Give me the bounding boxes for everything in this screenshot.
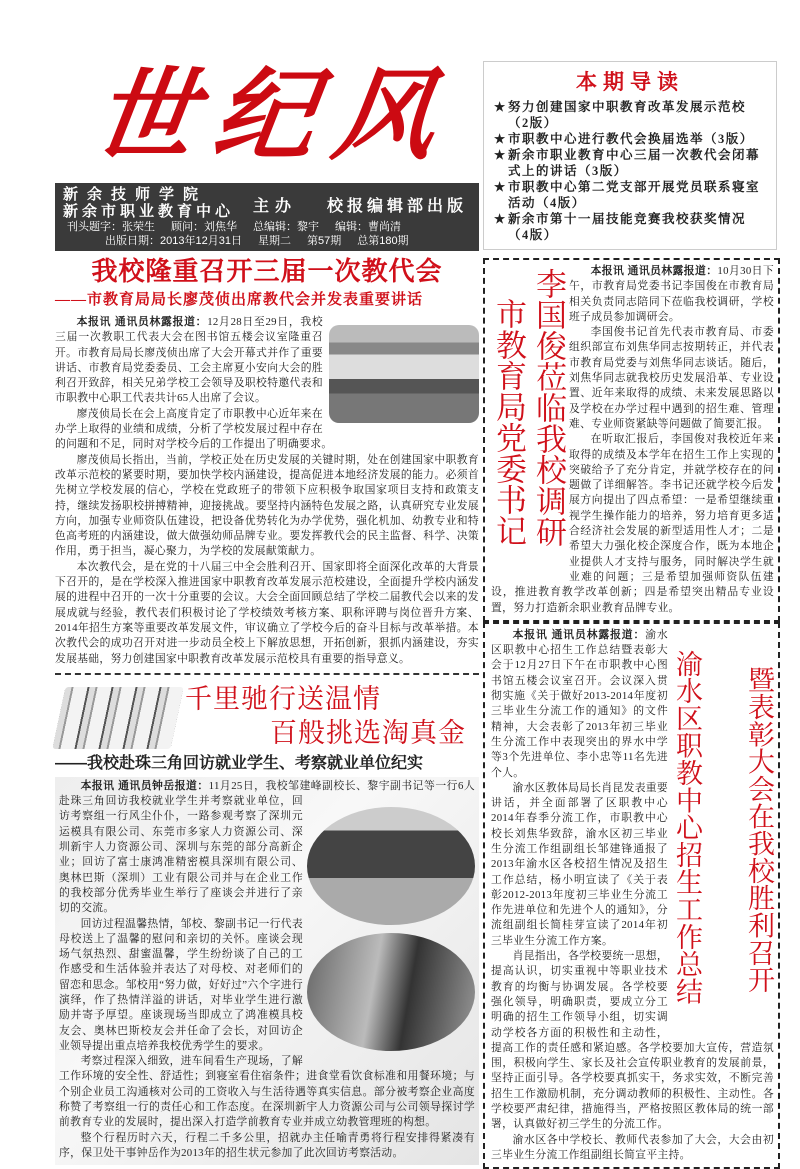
right-column [483, 61, 780, 1169]
host-name-1: 新余技师学院 [63, 186, 208, 203]
host-name-2: 新余市职业教育中心 [63, 203, 235, 220]
star-icon: ★ [494, 132, 507, 146]
article-subtitle: ——我校赴珠三角回访就业学生、考察就业单位纪实 [55, 754, 424, 772]
article-title: 我校隆重召开三届一次教代会 [91, 257, 443, 286]
meeting-photo [329, 325, 479, 423]
article-title-line1: 千里驰行送温情 [185, 683, 381, 714]
toc-item[interactable] [494, 131, 766, 147]
paragraph: 廖茂侦局长指出，当前，学校正处在历史发展的关键时期，处在创建国家中职教育改革示范校的紧要时期，要加快学校内涵建设，提高促进本地经济发展的能力。必须首先树立学校发展的信心，学校在党政班子的带领下应积极争取国家项目支持和政策支持，继续发扬职校拼搏精神，迎接挑战。要坚持内涵特色发展之路，认真研究专业发展方向，加强专业师资队伍建设，把设备优势转化为办学优势，强化机加、幼教专业和特色高考班的内涵建设，做大做强幼师品牌专业。要发挥教代会的民主监督、科学、决策作用，勇于担当，凝心聚力，为学校的发展献策献力。 [55, 453, 479, 558]
publisher-label: 校报编辑部出版 [327, 198, 468, 215]
credits [67, 221, 417, 234]
paragraph: 本报讯 通讯员钟岳报道：11月25日，我校邹建峰副校长、黎宇副书记等一行6人赴珠三角回访我校就业学生并考察就业单位，回访考察组一行风尘仆仆，一路参观考察了深圳元运模具有限公司、东莞市多家人力资源公司、深圳新宇人力资源公司、深圳与东莞的部分高新企业；回访了富士康鸿准精密模具深圳有限公司、奥林巴斯（深圳）工业有限公司并与在企业工作的我校部分优秀毕业生举行了座谈会并进行了亲切的交流。 [59, 779, 475, 915]
article-visit-header [55, 679, 479, 777]
star-icon: ★ [494, 180, 507, 194]
credit-item: 编辑：曹尚清 [335, 221, 401, 233]
title-column-1: 渝水区职教中心招生工作总结 [672, 649, 702, 1005]
weekday: 星期二 [257, 235, 291, 247]
masthead-bar [55, 183, 479, 251]
paragraph: 李国俊书记首先代表市教育局、市委组织部宣布刘焦华同志按期转正，并代表市教育局党委与刘焦华同志谈话。随后，刘焦华同志就我校历史发展沿革、专业设置、近年来取得的成绩、未来发展思路以及学校在办学过程中遇到的招生难、管理难、专业师资紧缺等问题做了简要汇报。 [569, 326, 774, 430]
article-inspection [483, 258, 780, 622]
photo-group [307, 807, 475, 1057]
sponsor-label: 主办 [253, 198, 298, 215]
toc-item-label: 新余市职业教育中心三届一次教代会闭幕式上的讲话（3版） [508, 148, 761, 178]
credit-item: 总编辑：黎宇 [253, 221, 319, 233]
publish-date: 出版日期：2013年12月31日 [105, 235, 242, 247]
paragraph: 在听取汇报后，李国俊对我校近年来取得的成绩及本学年在招生工作上实现的突破给予了充分肯定，并就学校存在的问题做了详细解答。李书记还就学校今后发展方向提出了四点希望：一是希望继续重视学生操作能力的培养，努力培育更多适合经济社会发展的新型适用性人才；二是希望大力强化校企深度合作，既为本地企业提供人才支持与服务，同时解决学生就业难的问题；三是希望加强师资队伍建设，推进教育教学改革创新；四是希望突出精品专业设置，努力打造新余职业教育品牌专业。 [491, 433, 774, 614]
toc-item-label: 努力创建国家中职教育改革发展示范校（2版） [508, 100, 747, 130]
byline: 本报讯 通讯员林露报道： [512, 628, 646, 641]
byline: 本报讯 通讯员林露报道： [76, 316, 208, 328]
table-of-contents [483, 61, 777, 250]
paragraph: 肖昆指出，各学校要统一思想，提高认识，切实重视中等职业技术教育的均衡与协调发展。各学校要强化领导，明确职责，要成立分工明确的招生工作领导小组，切实调动学校各方面的积极性和主动性，提高工作的责任感和紧迫感。各学校要加大宣传，营造氛围，积极向学生、家长及社会宣传职业教育的发展前景，坚持正面引导。各学校要真抓实干，务求实效，不断完善招生工作激励机制，充分调动教师的积极性、主动性。各学校要严肃纪律，措施得当，严格按照区教体局的统一部署，认真做好初三学生的分流工作。 [491, 950, 774, 1131]
paragraph: 回访过程温馨热情，邹校、黎副书记一行代表母校送上了温馨的慰问和亲切的关怀。座谈会现场气氛热烈、甜蜜温馨，学生纷纷谈了自己的工作感受和生活体验并表达了对母校、对老师们的留恋和思念。邹校用“努力做，好好过”六个字进行演绎，作了热情洋溢的讲话，对毕业学生进行激励并寄予厚望。座谈现场当即成立了鸿准模具校友会、奥林巴斯校友会并任命了会长，对回访企业领导提出重点培养我校优秀学生的要求。 [59, 917, 303, 1052]
vertical-title [672, 650, 774, 1040]
toc-item[interactable] [494, 211, 766, 243]
article-teachers-congress [55, 255, 479, 667]
credit-item: 顾问：刘焦华 [171, 221, 237, 233]
issue-number: 第57期 [306, 235, 342, 247]
star-icon: ★ [494, 100, 507, 114]
toc-item[interactable] [494, 147, 766, 179]
article-title-line2: 百般挑选淘真金 [270, 717, 466, 748]
title-column-2: 李国俊莅临我校调研 [531, 268, 566, 547]
title-column-2: 暨表彰大会在我校胜利召开 [744, 665, 774, 994]
star-icon: ★ [494, 212, 507, 226]
title-column-1: 市教育局党委书记 [491, 298, 526, 546]
paragraph: 本报讯 通讯员林露报道：10月30日下午，市教育局党委书记李国俊在市教育局相关负责同志陪同下莅临我校调研，学校班子成员参加调研会。 [569, 265, 774, 323]
paragraph: 考察过程深入细致，进车间看生产现场，了解工作环境的安全性、舒适性；到寝室看住宿条件；进食堂看饮食标准和用餐环境；与个别企业员工沟通核对公司的工资收入与生活待遇等真实信息。部分被考察企业高度称赞了考察组一行的责任心和工作态度。在深圳新宇人力资源公司与公司领导探讨学前教育专业的发展时，提出深入打造学前教育专业并成立幼教管理班的构想。 [59, 1055, 475, 1129]
divider [55, 673, 479, 675]
newspaper-logo: 世纪风 [86, 56, 464, 174]
paragraph: 廖茂侦局长在会上高度肯定了市职教中心近年来在办学上取得的业绩和成绩，分析了学校发展过程中存在的问题和不足，同时对学校今后的工作提出了明确要求。 [55, 407, 333, 451]
toc-item[interactable] [494, 179, 766, 211]
total-issue: 总第180期 [357, 235, 409, 247]
paragraph: 本报讯 通讯员林露报道： 渝水区职教中心招生工作总结 暨表彰大会在我校胜利召开 渝水区职教中心招生工作总结暨表彰大会于12月27日下午在市职教中心图书馆五楼会议室召开。会议深入贯彻实施《关于做好2013-2014年度初三毕业生分流工作的通知》的文件精神，大会表彰了2013年初三毕业生分流工作中表现突出的界水中学等3个先进单位、李小忠等11名先进个人。 [491, 628, 774, 781]
paragraph: 渝水区各中学校长、教师代表参加了大会，大会由初三毕业生分流工作组副组长简宣平主持。 [491, 1133, 774, 1161]
toc-item-label: 市职教中心进行教代会换届选举（3版） [508, 132, 754, 146]
toc-item-label: 市职教中心第二党支部开展党员联系寝室活动（4版） [508, 180, 761, 210]
toc-title: 本期导读 [576, 70, 684, 94]
byline: 本报讯 通讯员林露报道： [590, 265, 718, 277]
article-enrollment [483, 622, 780, 1169]
paragraph: 本报讯 通讯员林露报道：12月28日至29日，我校三届一次教职工代表大会在图书馆五楼会议室隆重召开。市教育局局长廖茂侦出席了大会开幕式并作了重要讲话、市教育局党委委员、工会主席夏小安向大会的胜利召开致辞，相关兄弟学校工会领导及职校特邀代表和市职教中心职工代表共计65人出席了会议。 [55, 316, 323, 405]
vertical-title [491, 264, 565, 576]
paragraph: 本次教代会，是在党的十八届三中全会胜利召开、国家即将全面深化改革的大背景下召开的，是在学校深入推进国家中职教育改革发展示范校建设，全面提升学校内涵发展的进程中召开的一次十分重要的会议。大会全面回顾总结了学校二届教代会以来的发展成就与经验，教代表们积极讨论了学校绩效考核方案、职称评聘与岗位晋升方案、2014年招生方案等重要改革发展文件，审议确立了学校今后的奋斗目标与改革举措。本次教代会的成功召开对进一步动员全校上下解放思想，开拓创新，狠抓内涵建设，夯实发展基础，努力创建国家中职教育改革发展示范校具有重要的指导意义。 [55, 560, 479, 665]
paragraph: 渝水区教体局局长肖昆发表重要讲话，并全面部署了区职教中心2014年春季分流工作，市职教中心校长刘焦华致辞，渝水区初三毕业生分流工作组副组长邹建锋通报了2013年渝水区各校招生情况及招生工作总结，杨小明宣读了《关于表彰2012-2013年度初三毕业生分流工作先进单位和先进个人的通知》，分流组副组长简桂芽宣读了2014年初三毕业生分流工作方案。 [491, 781, 668, 947]
paragraph: 整个行程历时六天，行程二千多公里，招就办主任喻青勇将行程安排得紧凑有序，保卫处干事钟岳作为2013年的招生状元参加了此次回访考察活动。 [59, 1131, 475, 1159]
workshop-photo [307, 933, 475, 1051]
books-illustration [52, 687, 183, 749]
star-icon: ★ [494, 148, 507, 162]
left-column [55, 50, 479, 1165]
toc-item-label: 新余市第十一届技能竞赛我校获奖情况（4版） [508, 212, 747, 242]
article-visit-body [55, 777, 479, 1165]
issue-info [105, 235, 425, 248]
toc-item[interactable] [494, 99, 766, 131]
byline: 本报讯 通讯员钟岳报道： [80, 779, 209, 792]
group-photo [307, 807, 475, 925]
credit-item: 刊头题字：张荣生 [67, 221, 155, 233]
article-subtitle: ——市教育局局长廖茂侦出席教代会并发表重要讲话 [55, 292, 424, 308]
